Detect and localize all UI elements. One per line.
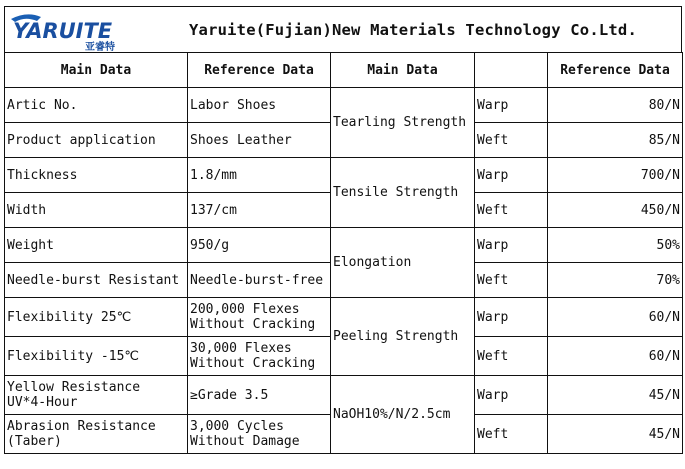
table-row xyxy=(5,376,683,415)
warp-value: 700/N xyxy=(548,158,683,193)
group-name-cell: Tensile Strength xyxy=(331,158,475,228)
warp-label: Warp xyxy=(475,228,548,263)
warp-label: Warp xyxy=(475,158,548,193)
table-row xyxy=(5,158,683,193)
main-data-cell: Needle-burst Resistant xyxy=(5,263,188,298)
main-data-cell: Flexibility 25℃ xyxy=(5,298,188,337)
header xyxy=(4,6,682,52)
spec-table xyxy=(4,52,683,454)
main-data-cell: Product application xyxy=(5,123,188,158)
group-name-cell: Elongation xyxy=(331,228,475,298)
weft-label: Weft xyxy=(475,193,548,228)
weft-value: 70% xyxy=(548,263,683,298)
weft-value: 60/N xyxy=(548,337,683,376)
group-name-cell: Tearling Strength xyxy=(331,88,475,158)
main-data-cell: Width xyxy=(5,193,188,228)
weft-label: Weft xyxy=(475,123,548,158)
reference-data-cell: 30,000 Flexes Without Cracking xyxy=(188,337,331,376)
reference-data-cell: ≥Grade 3.5 xyxy=(188,376,331,415)
header-row xyxy=(5,53,683,88)
warp-value: 80/N xyxy=(548,88,683,123)
main-data-cell: Flexibility -15℃ xyxy=(5,337,188,376)
table-row xyxy=(5,228,683,263)
weft-value: 85/N xyxy=(548,123,683,158)
reference-data-cell: Needle-burst-free xyxy=(188,263,331,298)
svg-text:亚睿特: 亚睿特 xyxy=(85,41,115,53)
reference-data-cell: 200,000 Flexes Without Cracking xyxy=(188,298,331,337)
reference-data-cell: 1.8/mm xyxy=(188,158,331,193)
company-name: Yaruite(Fujian)New Materials Technology Co.Ltd. xyxy=(189,20,637,39)
main-data-cell: Weight xyxy=(5,228,188,263)
weft-label: Weft xyxy=(475,263,548,298)
warp-label: Warp xyxy=(475,376,548,415)
table-row xyxy=(5,88,683,123)
weft-label: Weft xyxy=(475,337,548,376)
weft-label: Weft xyxy=(475,415,548,454)
spec-sheet xyxy=(4,6,682,454)
weft-value: 450/N xyxy=(548,193,683,228)
reference-data-cell: Labor Shoes xyxy=(188,88,331,123)
reference-data-cell: 3,000 Cycles Without Damage xyxy=(188,415,331,454)
main-data-cell: Abrasion Resistance (Taber) xyxy=(5,415,188,454)
main-data-cell: Artic No. xyxy=(5,88,188,123)
table-row xyxy=(5,298,683,337)
weft-value: 45/N xyxy=(548,415,683,454)
group-name-cell: Peeling Strength xyxy=(331,298,475,376)
warp-label: Warp xyxy=(475,298,548,337)
group-name-cell: NaOH10%/N/2.5cm xyxy=(331,376,475,454)
warp-label: Warp xyxy=(475,88,548,123)
reference-data-cell: 137/cm xyxy=(188,193,331,228)
warp-value: 50% xyxy=(548,228,683,263)
col-header-reference-data: Reference Data xyxy=(188,53,331,88)
col-header-reference-data-2: Reference Data xyxy=(548,53,683,88)
main-data-cell: Thickness xyxy=(5,158,188,193)
main-data-cell: Yellow Resistance UV*4-Hour xyxy=(5,376,188,415)
col-header-main-data: Main Data xyxy=(5,53,188,88)
col-header-direction xyxy=(475,53,548,88)
reference-data-cell: Shoes Leather xyxy=(188,123,331,158)
col-header-main-data-2: Main Data xyxy=(331,53,475,88)
svg-text:YARUITE: YARUITE xyxy=(13,18,113,43)
warp-value: 45/N xyxy=(548,376,683,415)
company-logo xyxy=(7,7,145,53)
warp-value: 60/N xyxy=(548,298,683,337)
reference-data-cell: 950/g xyxy=(188,228,331,263)
